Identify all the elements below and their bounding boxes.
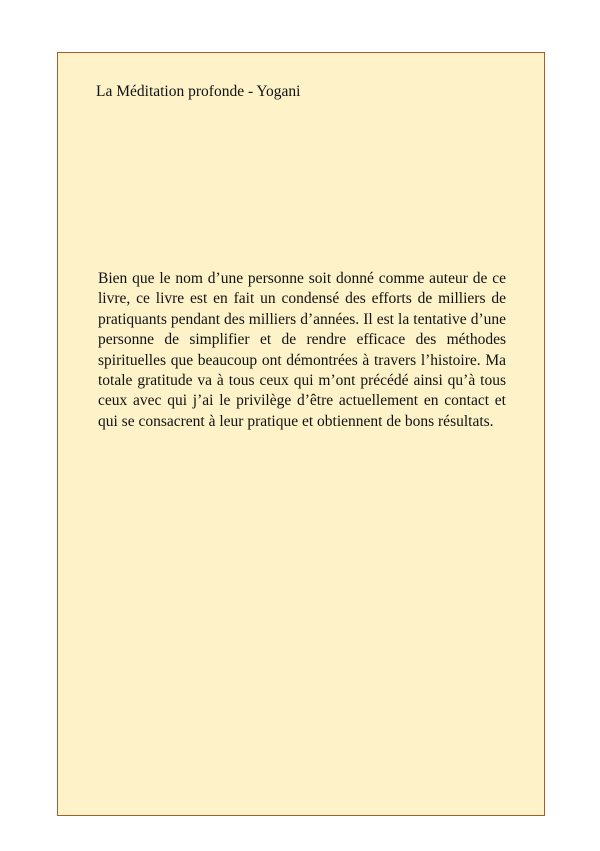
- book-page: [57, 52, 545, 816]
- dedication-paragraph: Bien que le nom d’une personne soit donné comme auteur de ce livre, ce livre est en fait un condensé des efforts de milliers de pratiquants pendant des milliers d’années. Il est la tentative d’une personne de simplifier et de rendre efficace des méthodes spirituelles que beaucoup ont démontrées à travers l’histoire. Ma totale gratitude va à tous ceux qui m’ont précédé ainsi qu’à tous ceux avec qui j’ai le privilège d’être actuellement en contact et qui se consacrent à leur pratique et obtiennent de bons résultats.: [98, 270, 506, 430]
- page-header: La Méditation profonde - Yogani: [96, 83, 301, 100]
